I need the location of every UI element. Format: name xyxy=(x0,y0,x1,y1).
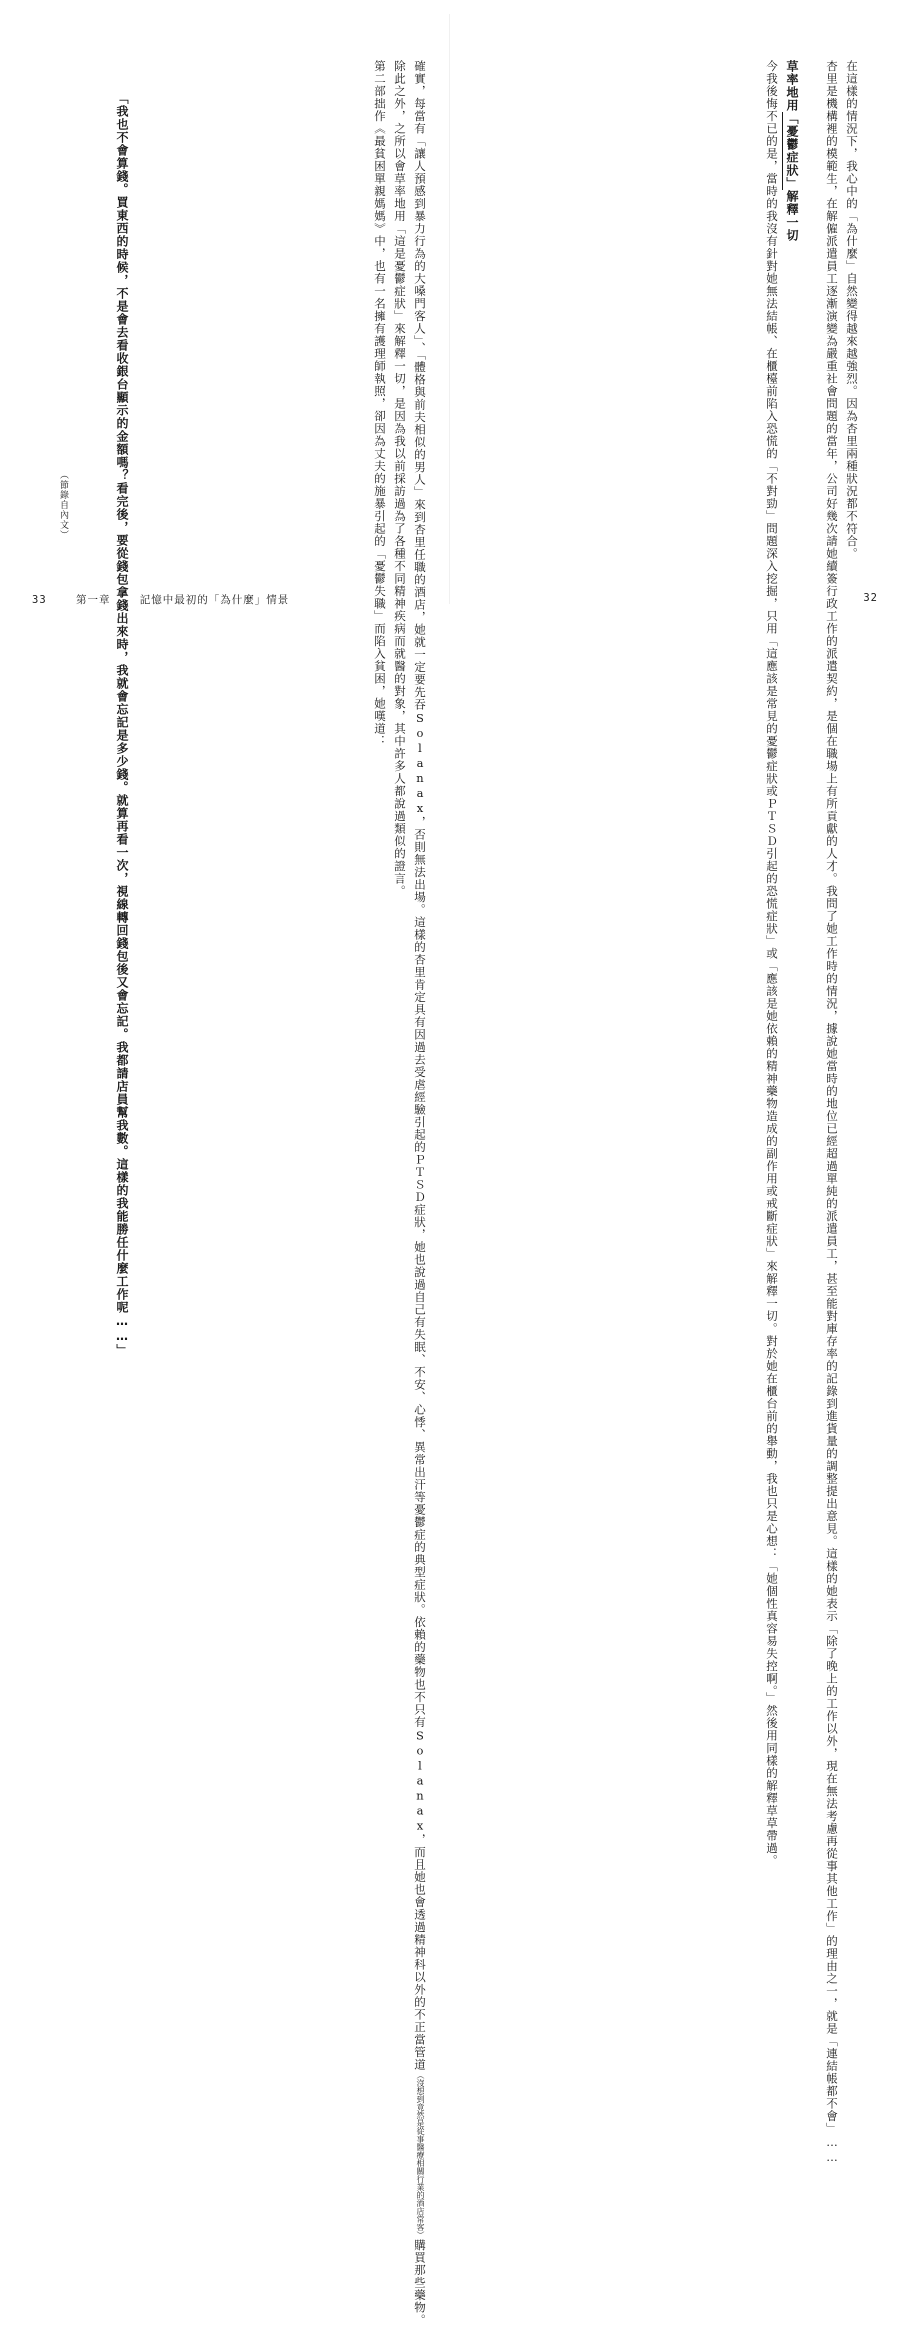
left-body-text xyxy=(370,60,430,2327)
chapter-title: 記憶中最初的「為什麼」情景 xyxy=(139,594,290,606)
left-paragraph-1-note: （沒想到竟然是從事醫療相關行業的酒店常客） xyxy=(416,2071,425,2239)
left-paragraph-1 xyxy=(410,60,430,2327)
right-page xyxy=(450,0,900,2165)
left-paragraph-1-tail: 購買那些藥物。 xyxy=(413,2239,427,2327)
left-paragraph-2: 除此之外，之所以會草率地用「這是憂鬱症狀」來解釋一切，是因為我以前採訪過為了各種不同精神疾病而就醫的對象，其中許多人都說過類似的證言。 xyxy=(393,60,407,898)
left-paragraph-3: 第二部拙作《最貧困單親媽媽》中，也有一名擁有護理師執照，卻因為丈夫的施暴引起的「憂鬱失職」而陷入貧困，她嘆道： xyxy=(373,60,387,748)
section-heading xyxy=(782,60,802,600)
right-page-number: 32 xyxy=(863,592,878,604)
section-heading-highlight: 「憂鬱症狀」 xyxy=(785,112,799,190)
quote-source: （節錄自內文） xyxy=(58,470,68,540)
left-page-number: 33 xyxy=(32,594,47,606)
section-heading-prefix: 草率地用 xyxy=(785,60,799,112)
quote-block: 「我也不會算錢。買東西的時候，不是會去看收銀台顯示的金額嗎？看完後，要從錢包拿錢出來時，我就會忘記是多少錢。就算再看一次，視線轉回錢包後又會忘記。我都請店員幫我數。這樣的我能勝任什麼工作呢……」 xyxy=(115,92,129,1357)
chapter-label: 第一章 xyxy=(75,594,111,606)
section-heading-suffix: 解釋一切 xyxy=(785,190,799,242)
right-paragraph-3: 今我後悔不已的是，當時的我沒有針對她無法結帳、在櫃檯前陷入恐慌的「不對勁」問題深入挖掘，只用「這應該是常見的憂鬱症狀或ＰＴＳＤ引起的恐慌症狀」或「應該是她依賴的精神藥物造成的副作用或戒斷症狀」來解釋一切。對於她在櫃台前的舉動，我也只是心想：「她個性真容易失控啊。」然後用同樣的解釋草草帶過。 xyxy=(765,60,779,1867)
left-footer xyxy=(32,592,289,607)
right-spacer xyxy=(802,60,822,600)
right-paragraph-1: 在這樣的情況下，我心中的「為什麼」自然變得越來越強烈。因為杏里兩種狀況都不符合。 xyxy=(845,60,859,560)
right-body-text xyxy=(762,60,862,2165)
right-paragraph-2: 杏里是機構裡的模範生，在解僱派遣員工逐漸演變為嚴重社會問題的當年，公司好幾次請她續簽行政工作的派遣契約，是個在職場上有所貢獻的人才。我問了她工作時的情況，據說她當時的地位已經超過單純的派遣員工，甚至能對庫存率的記錄到進貨量的調整提出意見。這樣的她表示「除了晚上的工作以外，現在無法考慮再從事其他工作」的理由之一，就是「連結帳都不會」…… xyxy=(825,60,839,2165)
left-paragraph-1-text: 確實，每當有「讓人預感到暴力行為的大嗓門客人」、「體格與前夫相似的男人」來到杏里任職的酒店，她就一定要先吞Solanax，否則無法出場。這樣的杏里肯定具有因過去受虐經驗引起的ＰＴＳＤ症狀，她也說過自己有失眠、不安、心悸、異常出汗等憂鬱症的典型症狀。依賴的藥物也不只有Solanax，而且她也會透過精神科以外的不正當管道 xyxy=(413,60,427,2071)
